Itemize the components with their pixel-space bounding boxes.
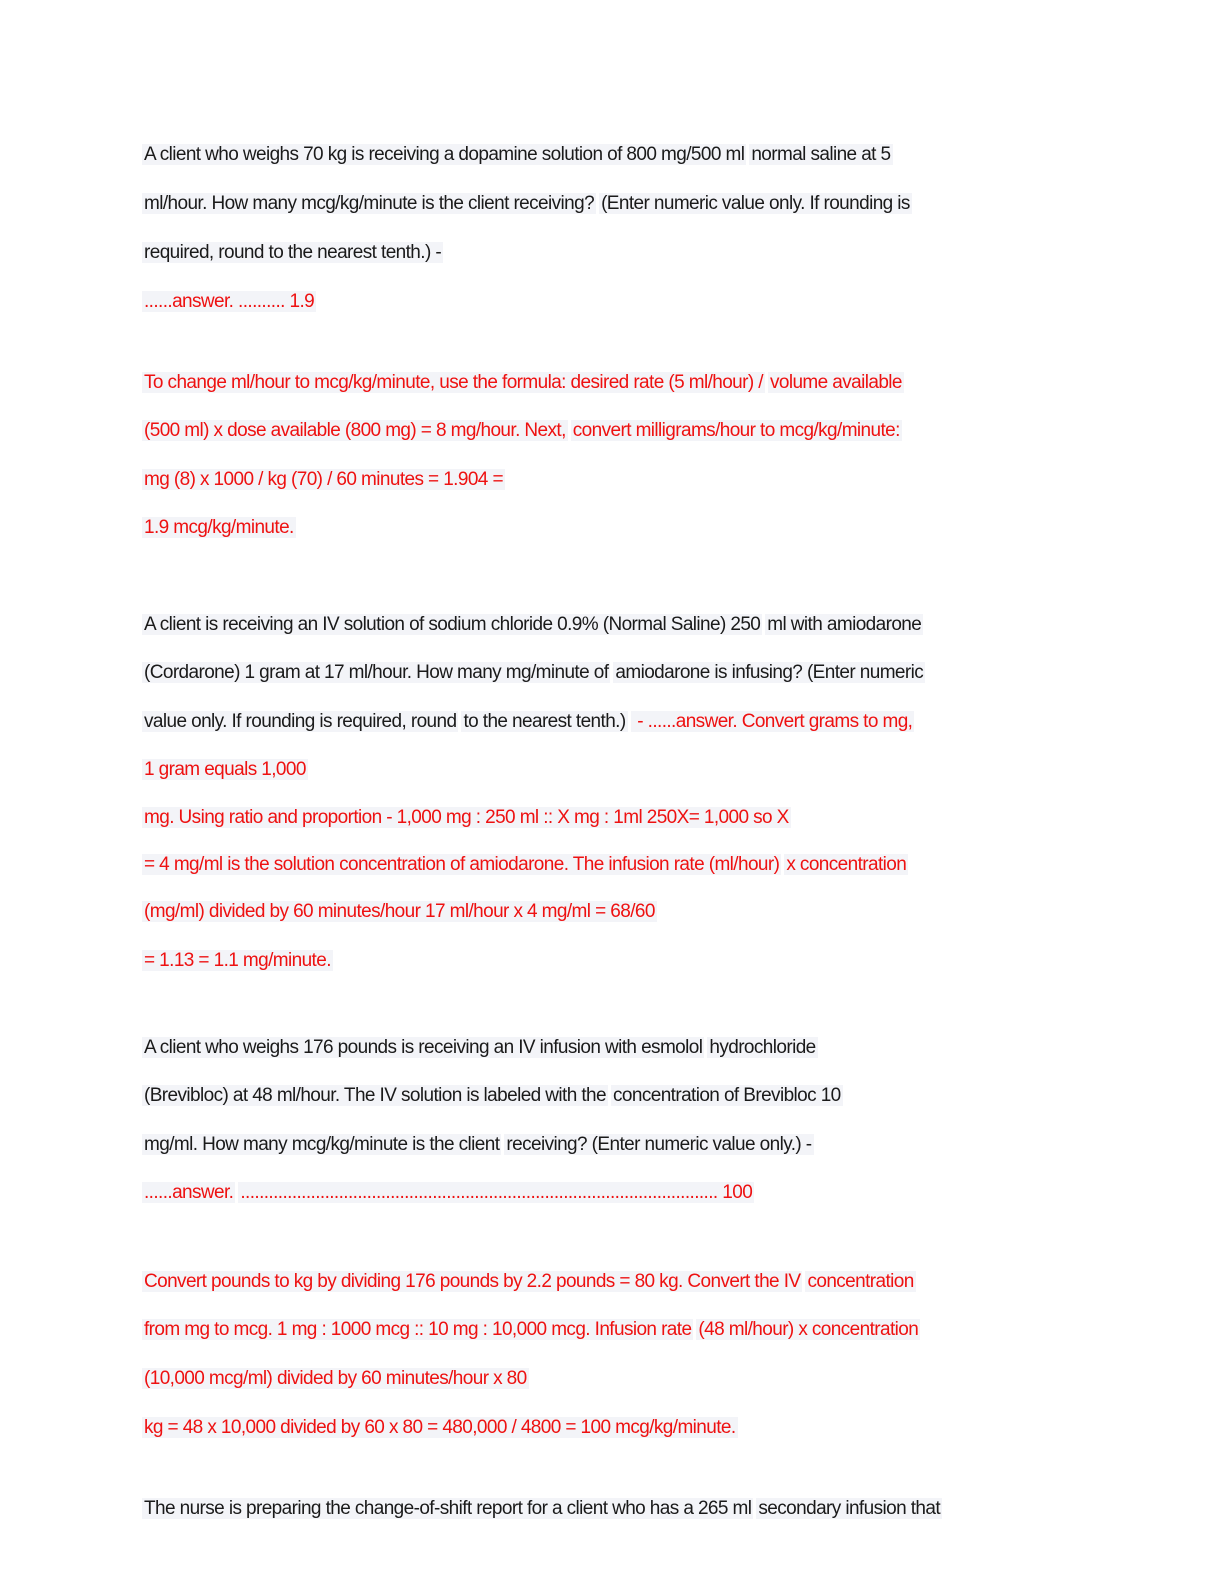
text-line <box>142 414 905 448</box>
text-segment: (Cordarone) 1 gram at 17 ml/hour. How many mg/minute of <box>144 662 609 683</box>
text-segment: secondary infusion that <box>758 1498 941 1519</box>
text-segment: hydrochloride <box>709 1037 816 1058</box>
text-segment: volume available <box>769 372 902 393</box>
text-line <box>142 138 896 172</box>
text-segment: from mg to mcg. 1 mg : 1000 mcg :: 10 mg : 10,000 mcg. Infusion rate <box>144 1319 692 1340</box>
text-segment: amiodarone is infusing? (Enter numeric <box>615 662 924 683</box>
text-line <box>142 944 336 978</box>
text-segment: ml with amiodarone <box>767 614 922 635</box>
text-segment: (48 ml/hour) x concentration <box>698 1319 919 1340</box>
text-line <box>142 1362 532 1396</box>
text-line <box>142 705 917 739</box>
text-line <box>142 463 508 497</box>
text-line <box>142 1411 741 1445</box>
text-line <box>142 1079 846 1113</box>
text-line <box>142 801 794 835</box>
text-segment: (10,000 mcg/ml) divided by 60 minutes/hour x 80 <box>144 1368 527 1389</box>
text-line <box>142 753 311 787</box>
text-line <box>142 236 446 270</box>
text-segment: concentration of Brevibloc 10 <box>613 1085 841 1106</box>
text-segment: = 4 mg/ml is the solution concentration of amiodarone. The infusion rate (ml/hour) <box>144 854 780 875</box>
text-line <box>142 1128 817 1162</box>
text-segment: A client who weighs 70 kg is receiving a dopamine solution of 800 mg/500 ml <box>144 144 745 165</box>
text-segment: To change ml/hour to mcg/kg/minute, use the formula: desired rate (5 ml/hour) / <box>144 372 763 393</box>
text-line <box>142 656 928 690</box>
text-segment: mg (8) x 1000 / kg (70) / 60 minutes = 1.904 = <box>144 469 503 490</box>
text-segment: The nurse is preparing the change-of-shift report for a client who has a 265 ml <box>144 1498 752 1519</box>
text-segment: (Brevibloc) at 48 ml/hour. The IV solution is labeled with the <box>144 1085 606 1106</box>
text-segment: kg = 48 x 10,000 divided by 60 x 80 = 480,000 / 4800 = 100 mcg/kg/minute. <box>144 1417 736 1438</box>
text-segment: required, round to the nearest tenth.) - <box>144 242 442 263</box>
text-segment: ......answer. <box>144 1182 234 1203</box>
text-line <box>142 1265 919 1299</box>
text-segment: value only. If rounding is required, round <box>144 711 457 732</box>
text-segment: receiving? (Enter numeric value only.) - <box>506 1134 812 1155</box>
text-segment: convert milligrams/hour to mcg/kg/minute: <box>572 420 900 441</box>
text-line <box>142 608 926 642</box>
text-segment: A client is receiving an IV solution of sodium chloride 0.9% (Normal Saline) 250 <box>144 614 761 635</box>
text-segment: to the nearest tenth.) <box>463 711 626 732</box>
text-segment: mg/ml. How many mcg/kg/minute is the client <box>144 1134 500 1155</box>
text-segment-answer: - ......answer. Convert grams to mg, <box>632 711 913 732</box>
text-segment: (500 ml) x dose available (800 mg) = 8 mg/hour. Next, <box>144 420 566 441</box>
text-line <box>142 1492 945 1526</box>
text-segment: A client who weighs 176 pounds is receiving an IV infusion with esmolol <box>144 1037 703 1058</box>
text-segment: (mg/ml) divided by 60 minutes/hour 17 ml/hour x 4 mg/ml = 68/60 <box>144 901 655 922</box>
text-line <box>142 187 915 221</box>
text-segment: mg. Using ratio and proportion - 1,000 mg : 250 ml :: X mg : 1ml 250X= 1,000 so X <box>144 807 789 828</box>
text-line <box>142 848 911 882</box>
text-segment: concentration <box>807 1271 914 1292</box>
text-segment: x concentration <box>786 854 907 875</box>
text-segment: Convert pounds to kg by dividing 176 pounds by 2.2 pounds = 80 kg. Convert the IV <box>144 1271 801 1292</box>
text-line <box>142 1176 757 1210</box>
text-line <box>142 1031 821 1065</box>
text-line <box>142 366 907 400</box>
text-segment: 1.9 mcg/kg/minute. <box>144 517 294 538</box>
text-line <box>142 895 660 929</box>
text-segment: ......answer. .......... 1.9 <box>144 291 315 312</box>
text-segment: ml/hour. How many mcg/kg/minute is the client receiving? <box>144 193 595 214</box>
text-segment: 1 gram equals 1,000 <box>144 759 306 780</box>
text-segment: = 1.13 = 1.1 mg/minute. <box>144 950 331 971</box>
text-segment: ...................................................................................................... 100 <box>240 1182 753 1203</box>
text-segment: (Enter numeric value only. If rounding is <box>601 193 910 214</box>
text-line <box>142 285 319 319</box>
text-segment: normal saline at 5 <box>751 144 891 165</box>
text-line <box>142 511 299 545</box>
text-line <box>142 1313 923 1347</box>
